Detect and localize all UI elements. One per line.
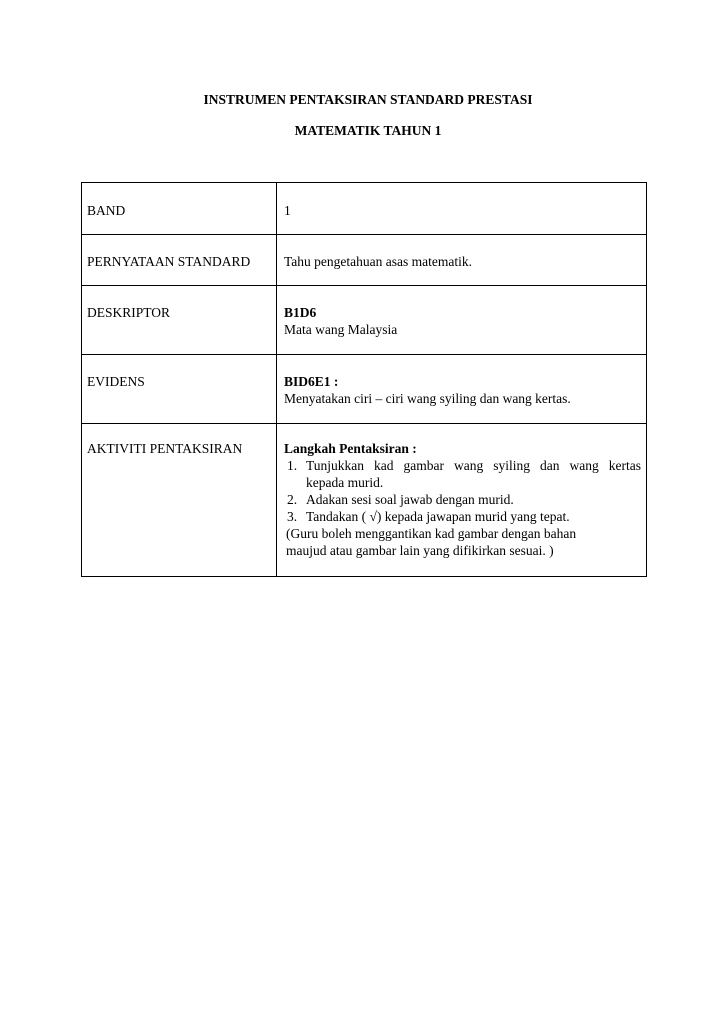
descriptor-code: B1D6 — [284, 305, 317, 320]
table-row-activity — [82, 424, 647, 577]
step-number: 2. — [287, 492, 298, 507]
table-row-descriptor — [82, 286, 647, 355]
document-title: INSTRUMEN PENTAKSIRAN STANDARD PRESTASI — [203, 92, 533, 107]
standard-value-cell — [277, 235, 647, 286]
evidence-code: BID6E1 : — [284, 374, 339, 389]
document-subtitle: MATEMATIK TAHUN 1 — [294, 123, 442, 138]
activity-label: AKTIVITI PENTAKSIRAN — [87, 441, 243, 456]
standard-label-cell — [82, 235, 277, 286]
step-text-line2: kepada murid. — [306, 475, 384, 490]
list-item — [284, 491, 641, 508]
descriptor-label: DESKRIPTOR — [87, 305, 171, 320]
standard-value: Tahu pengetahuan asas matematik. — [284, 254, 472, 269]
step-text-line1: Tunjukkan kad gambar wang syiling dan wang kertas — [306, 458, 641, 473]
standard-label: PERNYATAAN STANDARD — [87, 254, 251, 269]
activity-note-line1: (Guru boleh menggantikan kad gambar dengan bahan — [286, 526, 577, 541]
band-label-cell — [82, 183, 277, 235]
band-value-cell — [277, 183, 647, 235]
evidence-value-cell — [277, 355, 647, 424]
step-text-line1: Adakan sesi soal jawab dengan murid. — [306, 492, 514, 507]
activity-steps-list — [284, 457, 641, 525]
descriptor-text: Mata wang Malaysia — [284, 322, 398, 337]
table-row-standard — [82, 235, 647, 286]
table-row-evidence — [82, 355, 647, 424]
step-text-line1: Tandakan ( √) kepada jawapan murid yang tepat. — [306, 509, 570, 524]
descriptor-value-cell — [277, 286, 647, 355]
step-number: 3. — [287, 509, 298, 524]
table-row-band — [82, 183, 647, 235]
evidence-label: EVIDENS — [87, 374, 145, 389]
evidence-text: Menyatakan ciri – ciri wang syiling dan wang kertas. — [284, 391, 571, 406]
band-label: BAND — [87, 203, 126, 218]
step-number: 1. — [287, 458, 298, 473]
list-item — [284, 508, 641, 525]
activity-note-line2: maujud atau gambar lain yang difikirkan sesuai. ) — [286, 543, 554, 558]
descriptor-label-cell — [82, 286, 277, 355]
list-item — [284, 457, 641, 491]
activity-value-cell — [277, 424, 647, 577]
evidence-label-cell — [82, 355, 277, 424]
assessment-table — [81, 182, 647, 577]
activity-label-cell — [82, 424, 277, 577]
band-value: 1 — [284, 203, 291, 218]
activity-heading: Langkah Pentaksiran : — [284, 441, 417, 456]
